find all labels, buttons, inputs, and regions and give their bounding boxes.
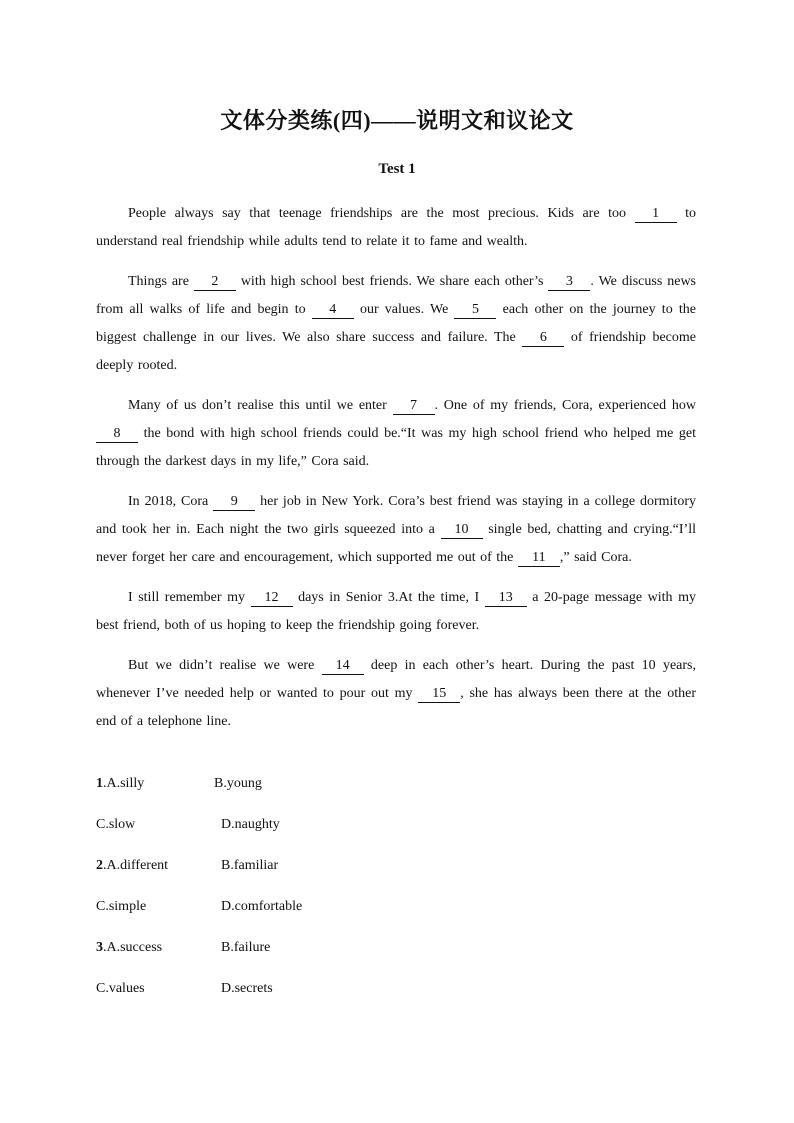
option-row: [96, 981, 696, 1022]
blank-15[interactable]: 15: [418, 685, 460, 703]
passage-paragraph: I still remember my 12 days in Senior 3.At the time, I 13 a 20-page message with my best friend, both of us hoping to keep the friendship going forever.: [96, 590, 696, 633]
test-heading: Test 1: [378, 161, 416, 177]
option-row: [96, 776, 696, 817]
question-number: 2: [96, 858, 103, 873]
answer-options: [96, 776, 696, 1022]
blank-12[interactable]: 12: [251, 589, 293, 607]
question-number: 3: [96, 940, 103, 955]
blank-9[interactable]: 9: [213, 493, 255, 511]
page-title: 文体分类练(四)——说明文和议论文: [220, 108, 574, 133]
blank-2[interactable]: 2: [194, 273, 236, 291]
passage-paragraph: Many of us don’t realise this until we enter 7 . One of my friends, Cora, experienced how 8 the bond with high school friends could be.“It was my high school friend who helped me get through the darkest days in my life,” Cora said.: [96, 398, 696, 469]
option-item[interactable]: B.young: [214, 776, 262, 791]
option-row: [96, 899, 696, 940]
option-row: [96, 940, 696, 981]
blank-8[interactable]: 8: [96, 425, 138, 443]
blank-13[interactable]: 13: [485, 589, 527, 607]
blank-5[interactable]: 5: [454, 301, 496, 319]
option-item[interactable]: B.failure: [221, 940, 271, 955]
blank-14[interactable]: 14: [322, 657, 364, 675]
blank-4[interactable]: 4: [312, 301, 354, 319]
option-item[interactable]: C.values: [96, 981, 145, 996]
blank-6[interactable]: 6: [522, 329, 564, 347]
blank-11[interactable]: 11: [518, 549, 560, 567]
blank-10[interactable]: 10: [441, 521, 483, 539]
blank-3[interactable]: 3: [548, 273, 590, 291]
option-row: [96, 817, 696, 858]
option-item[interactable]: 1.A.silly: [96, 776, 145, 791]
option-item[interactable]: D.secrets: [221, 981, 273, 996]
option-item[interactable]: 3.A.success: [96, 940, 163, 955]
option-item[interactable]: B.familiar: [221, 858, 279, 873]
option-item[interactable]: C.simple: [96, 899, 147, 914]
blank-7[interactable]: 7: [393, 397, 435, 415]
option-item[interactable]: C.slow: [96, 817, 136, 832]
passage-paragraph: In 2018, Cora 9 her job in New York. Cora’s best friend was staying in a college dormitory and took her in. Each night the two girls squeezed into a 10 single bed, chatting and crying.“I’ll never forget her care and encouragement, which supported me out of the 11 ,” said Cora.: [96, 494, 696, 565]
blank-1[interactable]: 1: [635, 205, 677, 223]
passage-paragraph: People always say that teenage friendships are the most precious. Kids are too 1 to understand real friendship while adults tend to relate it to fame and wealth.: [96, 206, 697, 249]
option-item[interactable]: D.naughty: [221, 817, 280, 832]
question-number: 1: [96, 776, 103, 791]
passage-paragraph: But we didn’t realise we were 14 deep in each other’s heart. During the past 10 years, whenever I’ve needed help or wanted to pour out my 15 , she has always been there at the other end of a telephone line.: [96, 658, 696, 729]
option-row: [96, 858, 696, 899]
cloze-passage: [96, 200, 696, 748]
option-item[interactable]: D.comfortable: [221, 899, 303, 914]
passage-paragraph: Things are 2 with high school best friends. We share each other’s 3 . We discuss news from all walks of life and begin to 4 our values. We 5 each other on the journey to the biggest challenge in our lives. We also share success and failure. The 6 of friendship become deeply rooted.: [96, 274, 697, 373]
option-item[interactable]: 2.A.different: [96, 858, 169, 873]
